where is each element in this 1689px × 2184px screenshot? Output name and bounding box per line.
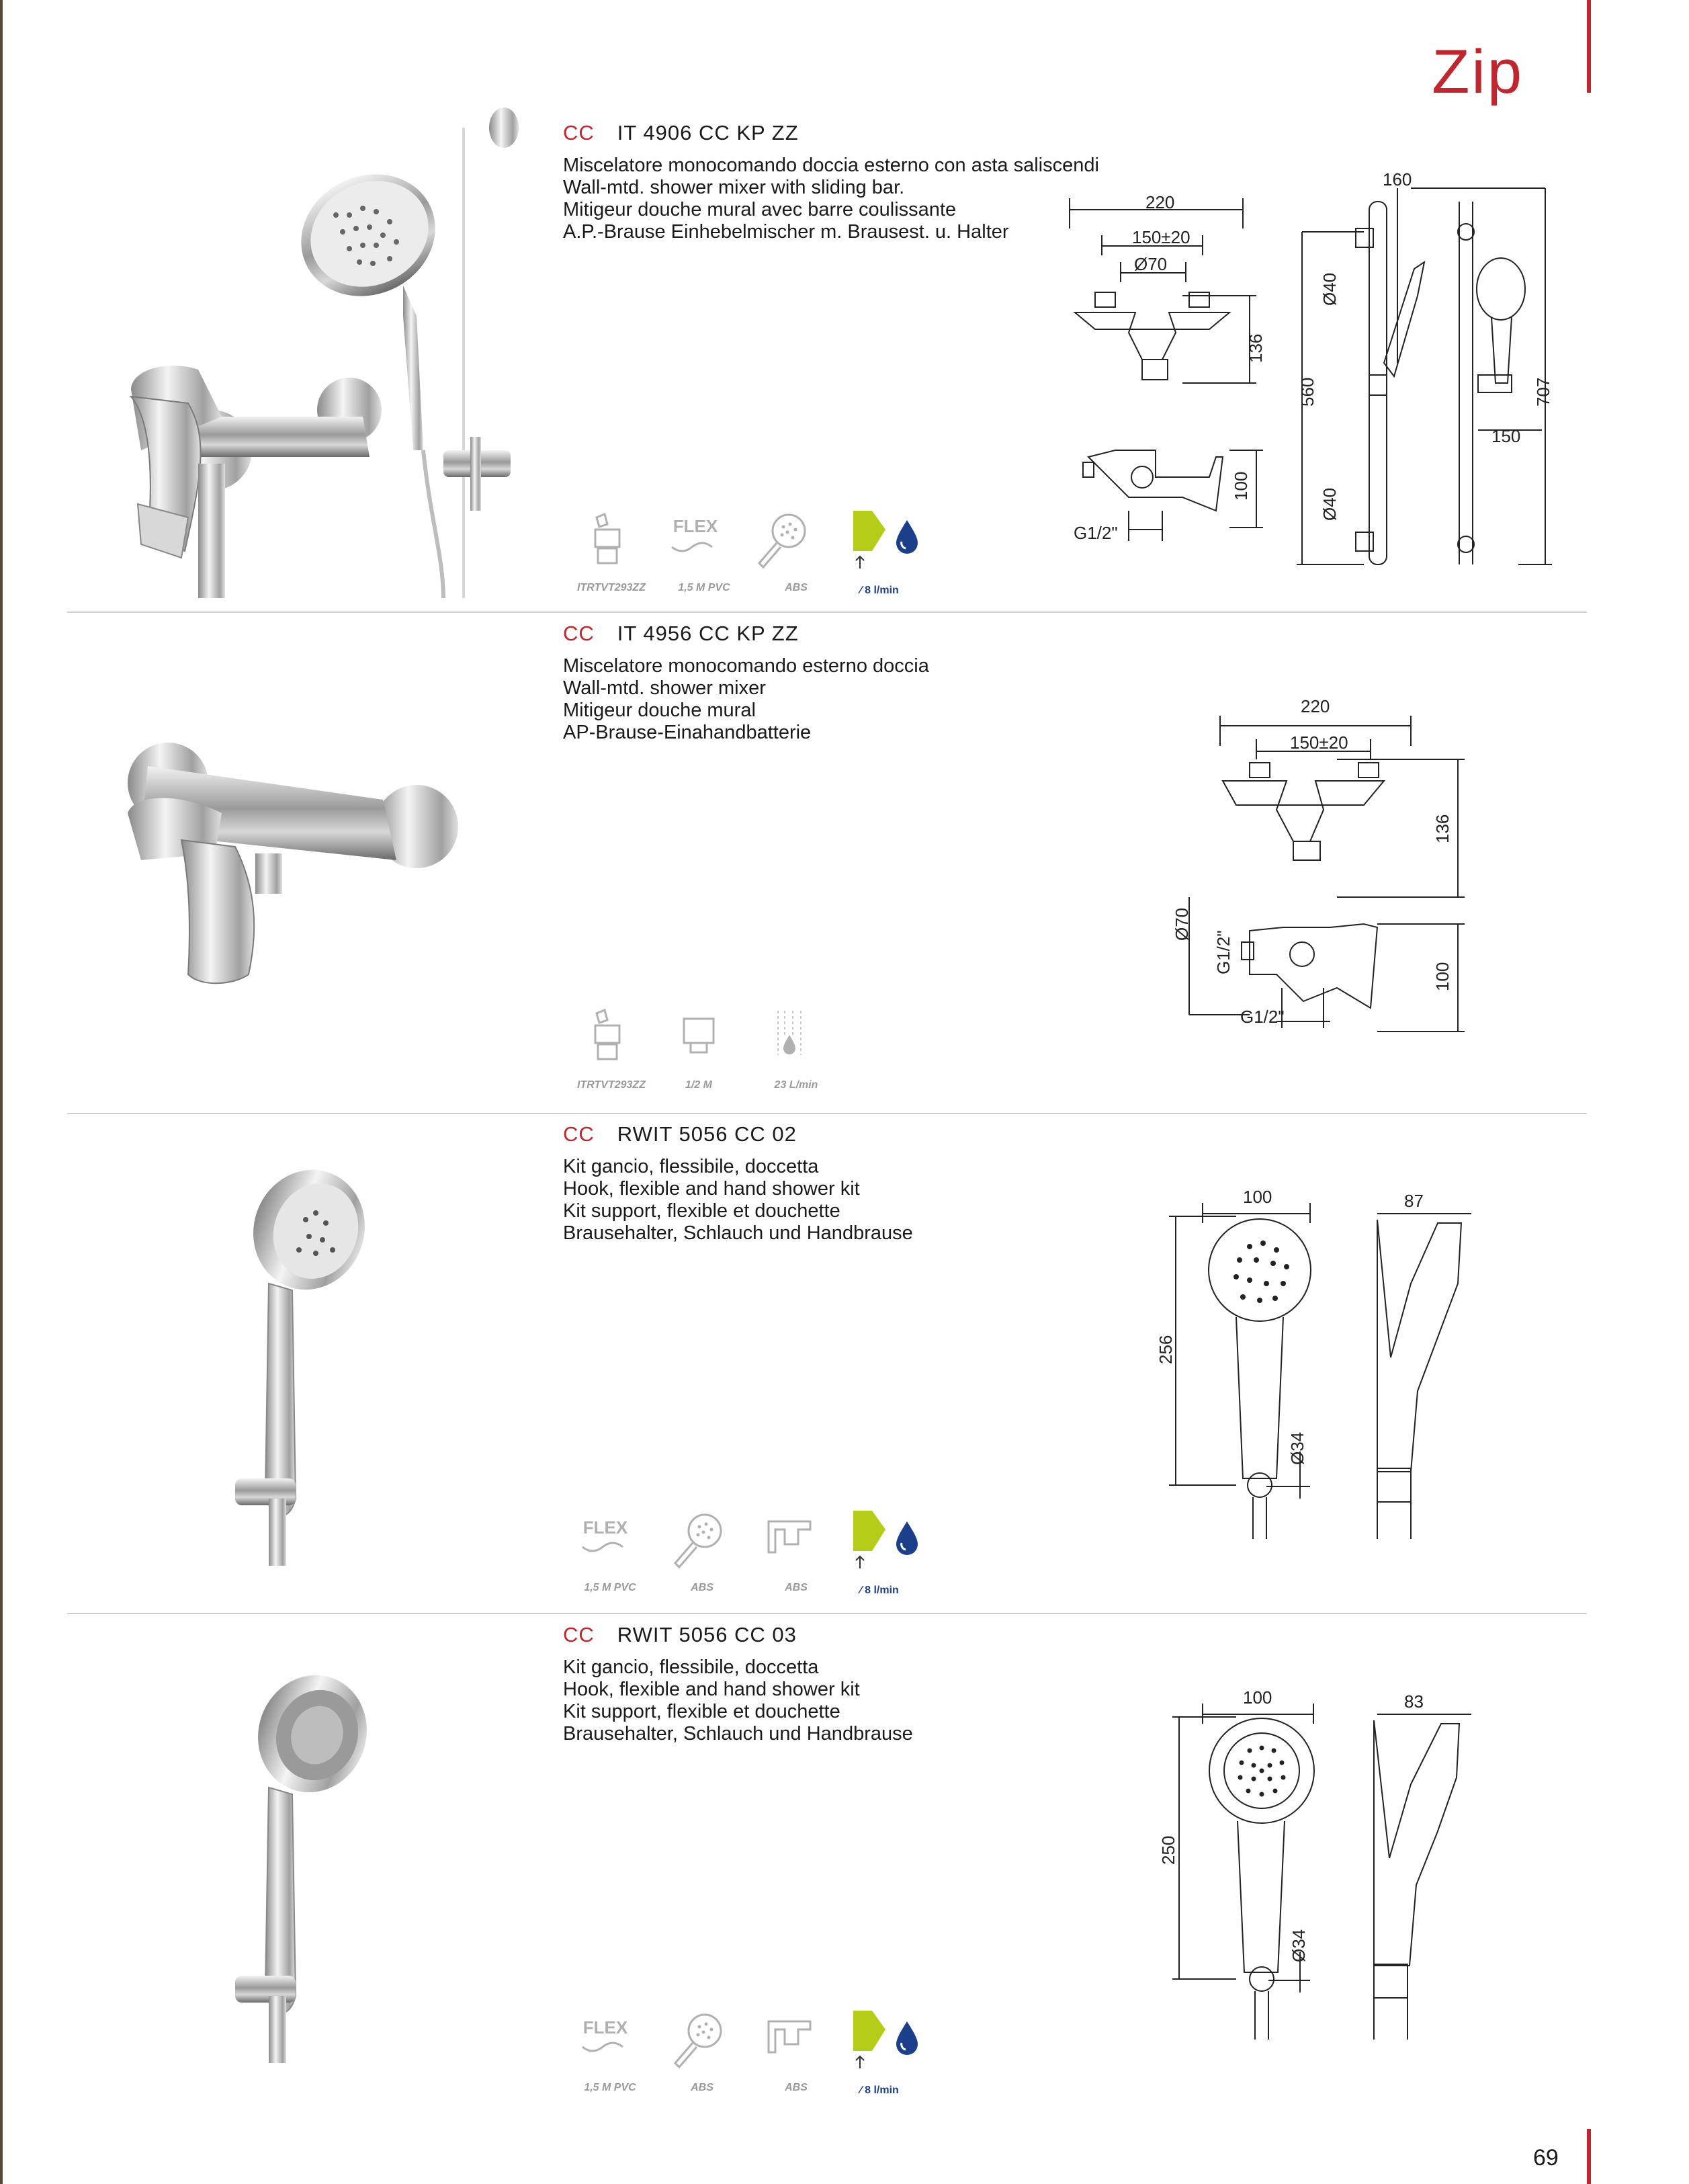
hose-connector-icon <box>583 511 630 571</box>
flow-rate-value: 8 l/min <box>865 1585 899 1596</box>
dim-label: Ø40 <box>1319 272 1340 306</box>
dim-label: G1/2" <box>1074 523 1118 543</box>
dim-label: 87 <box>1404 1191 1424 1211</box>
flow-rate: ⁄ 8 l/min <box>860 2085 899 2096</box>
dim-label: G1/2" <box>1213 930 1233 974</box>
desc-it: Kit gancio, flessibile, doccetta <box>563 1656 819 1678</box>
technical-drawing <box>1048 161 1572 591</box>
dim-label: 136 <box>1432 814 1453 843</box>
dim-label: 220 <box>1301 696 1330 716</box>
flex-wave-icon <box>579 2039 633 2059</box>
page-accent-bar <box>1587 2129 1591 2184</box>
dim-label: Ø34 <box>1287 1431 1307 1465</box>
finish-prefix: CC <box>563 121 595 144</box>
dim-label: 250 <box>1158 1835 1178 1865</box>
feature-label: 1/2 M <box>685 1079 712 1091</box>
dim-label: 100 <box>1432 962 1453 991</box>
eco-leaf-icon <box>852 2009 892 2070</box>
dim-label: 707 <box>1533 377 1553 407</box>
desc-de: AP-Brause-Einahandbatterie <box>563 722 812 743</box>
hand-shower-icon <box>752 511 813 571</box>
flex-wave-icon <box>579 1539 633 1559</box>
finish-prefix: CC <box>563 622 595 645</box>
water-drop-icon <box>894 519 920 554</box>
feature-label: 1,5 M PVC <box>584 2082 636 2093</box>
dim-label: Ø40 <box>1319 487 1340 521</box>
collection-title: Zip <box>1432 38 1524 106</box>
desc-fr: Mitigeur douche mural avec barre coulissante <box>563 199 957 220</box>
product-code-text: RWIT 5056 CC 03 <box>617 1623 797 1646</box>
product-code <box>563 1122 797 1146</box>
feature-label: ITRTVT293ZZ <box>577 582 646 593</box>
finish-prefix: CC <box>563 1623 595 1646</box>
dim-label: 150±20 <box>1132 227 1190 247</box>
flex-hose-icon: FLEX <box>582 2017 628 2038</box>
eco-leaf-icon <box>852 509 892 570</box>
dim-label: 100 <box>1231 471 1251 501</box>
finish-prefix: CC <box>563 1122 595 1146</box>
dim-label: 150±20 <box>1290 732 1348 753</box>
water-drop-icon <box>894 2020 920 2055</box>
product-photo <box>67 101 551 598</box>
product-description <box>563 155 1099 243</box>
hook-bracket-icon <box>766 2017 820 2058</box>
product-photo <box>101 739 477 1008</box>
flex-hose-icon: FLEX <box>673 516 718 536</box>
product-description <box>563 1656 913 1745</box>
left-page-rule <box>0 0 3 2184</box>
product-photo <box>215 1673 376 2070</box>
desc-de: Brausehalter, Schlauch und Handbrause <box>563 1723 913 1745</box>
product-photo <box>215 1169 390 1572</box>
desc-it: Miscelatore monocomando esterno doccia <box>563 655 929 677</box>
flex-hose-icon: FLEX <box>582 1517 628 1538</box>
brand-accent-bar <box>1587 0 1591 93</box>
product-description <box>563 1156 913 1245</box>
dim-label: 150 <box>1491 426 1521 446</box>
section-divider <box>67 1113 1587 1114</box>
flow-rate-value: 8 l/min <box>865 585 899 596</box>
technical-drawing <box>1169 692 1465 1042</box>
flex-wave-icon <box>668 539 722 559</box>
section-divider <box>67 1613 1587 1614</box>
page-number: 69 <box>1533 2145 1559 2171</box>
desc-fr: Kit support, flexible et douchette <box>563 1200 840 1222</box>
water-drop-icon <box>894 1520 920 1555</box>
product-code-text: IT 4906 CC KP ZZ <box>617 121 799 144</box>
dim-label: Ø70 <box>1172 907 1192 941</box>
technical-drawing <box>1156 1683 1478 2060</box>
section-divider <box>67 612 1587 613</box>
hose-connector-icon <box>583 1007 630 1067</box>
desc-en: Hook, flexible and hand shower kit <box>563 1178 860 1200</box>
flow-rate: ⁄ 8 l/min <box>860 1585 899 1596</box>
flow-rate-value: 8 l/min <box>865 2085 899 2096</box>
feature-label: ABS <box>691 2082 713 2093</box>
desc-fr: Mitigeur douche mural <box>563 700 756 721</box>
dim-label: Ø70 <box>1134 254 1168 274</box>
desc-en: Wall-mtd. shower mixer <box>563 677 766 699</box>
eco-leaf-icon <box>852 1509 892 1570</box>
product-code-text: IT 4956 CC KP ZZ <box>617 622 799 645</box>
dim-label: 100 <box>1243 1687 1272 1708</box>
product-code <box>563 622 799 646</box>
dim-label: 136 <box>1246 333 1266 363</box>
desc-en: Wall-mtd. shower mixer with sliding bar. <box>563 177 905 198</box>
dim-label: G1/2" <box>1240 1007 1285 1027</box>
feature-label: ABS <box>785 582 808 593</box>
product-description <box>563 655 929 744</box>
feature-label: 1,5 M PVC <box>678 582 730 593</box>
dim-label: 560 <box>1297 377 1317 407</box>
product-code <box>563 121 799 145</box>
feature-label: ABS <box>785 2082 808 2093</box>
wall-outlet-icon <box>679 1015 719 1062</box>
technical-drawing <box>1156 1183 1478 1559</box>
desc-it: Kit gancio, flessibile, doccetta <box>563 1156 819 1177</box>
desc-en: Hook, flexible and hand shower kit <box>563 1679 860 1700</box>
feature-label: ABS <box>785 1582 808 1593</box>
dim-label: 100 <box>1243 1187 1272 1207</box>
dim-label: 220 <box>1145 192 1175 212</box>
product-code-text: RWIT 5056 CC 02 <box>617 1122 797 1146</box>
feature-label: ABS <box>691 1582 713 1593</box>
rain-drop-icon <box>770 1008 810 1068</box>
dim-label: 256 <box>1156 1335 1176 1364</box>
desc-de: A.P.-Brause Einhebelmischer m. Brausest. u. Halter <box>563 221 1009 243</box>
dim-label: 160 <box>1383 169 1412 190</box>
feature-label: ITRTVT293ZZ <box>577 1079 646 1091</box>
dim-label: Ø34 <box>1289 1929 1309 1962</box>
feature-label: 23 L/min <box>774 1079 818 1091</box>
desc-it: Miscelatore monocomando doccia esterno con asta saliscendi <box>563 155 1099 176</box>
dim-label: 83 <box>1404 1691 1424 1712</box>
hand-shower-icon <box>668 2011 729 2071</box>
hand-shower-icon <box>668 1511 729 1571</box>
hook-bracket-icon <box>766 1517 820 1558</box>
product-code <box>563 1623 797 1647</box>
desc-de: Brausehalter, Schlauch und Handbrause <box>563 1222 913 1244</box>
feature-label: 1,5 M PVC <box>584 1582 636 1593</box>
desc-fr: Kit support, flexible et douchette <box>563 1701 840 1722</box>
flow-rate: ⁄ 8 l/min <box>860 585 899 596</box>
